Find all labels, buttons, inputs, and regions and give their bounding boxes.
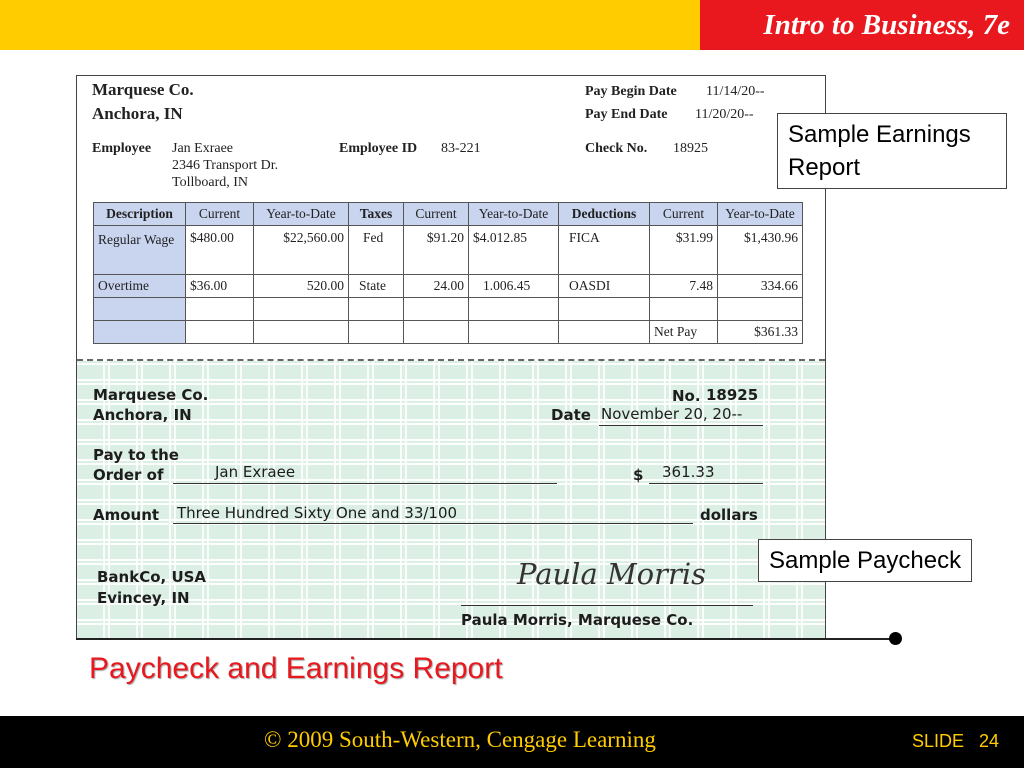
table-cell: $31.99 xyxy=(650,226,718,275)
signature-line xyxy=(461,605,753,606)
pay-begin-label: Pay Begin Date xyxy=(585,84,677,99)
employee-address1: 2346 Transport Dr. xyxy=(172,158,279,173)
table-cell xyxy=(650,298,718,321)
slide-number: 24 xyxy=(979,731,1000,751)
signature: Paula Morris xyxy=(517,557,706,591)
slide-indicator xyxy=(912,731,999,752)
dollars-label: dollars xyxy=(700,506,758,524)
payee-line xyxy=(173,483,557,484)
header-bar xyxy=(0,0,1024,50)
table-cell: 1.006.45 xyxy=(469,275,559,298)
date-label: Date xyxy=(551,406,591,424)
column-header: Current xyxy=(404,203,469,226)
table-cell xyxy=(186,321,254,344)
column-header: Year-to-Date xyxy=(718,203,803,226)
paycheck-callout: Sample Paycheck xyxy=(758,539,972,582)
pay-end-label: Pay End Date xyxy=(585,107,668,122)
date-line xyxy=(599,425,763,426)
table-cell xyxy=(254,298,349,321)
amount-words: Three Hundred Sixty One and 33/100 xyxy=(177,504,458,522)
table-cell xyxy=(469,298,559,321)
course-title: Intro to Business, 7e xyxy=(763,9,1010,41)
table-cell: $36.00 xyxy=(186,275,254,298)
column-header: Current xyxy=(650,203,718,226)
table-cell xyxy=(718,298,803,321)
employee-label: Employee xyxy=(92,141,152,156)
paycheck xyxy=(77,361,825,639)
table-cell: Overtime xyxy=(94,275,186,298)
earnings-report xyxy=(77,76,825,359)
table-cell xyxy=(469,321,559,344)
check-company: Marquese Co. xyxy=(93,386,209,404)
table-cell: Fed xyxy=(349,226,404,275)
copyright-text: © 2009 South-Western, Cengage Learning xyxy=(264,727,656,752)
check-no-label: No. xyxy=(672,387,701,405)
slide-title: Paycheck and Earnings Report xyxy=(89,652,503,685)
table-cell: 7.48 xyxy=(650,275,718,298)
table-cell: $4.012.85 xyxy=(469,226,559,275)
table-cell xyxy=(349,298,404,321)
table-cell xyxy=(349,321,404,344)
table-cell xyxy=(94,298,186,321)
table-cell xyxy=(94,321,186,344)
divider-line xyxy=(76,638,896,640)
table-row xyxy=(94,321,803,344)
column-header: Year-to-Date xyxy=(254,203,349,226)
table-cell xyxy=(559,321,650,344)
employee-id-value: 83-221 xyxy=(441,141,481,156)
table-cell: $22,560.00 xyxy=(254,226,349,275)
column-header: Taxes xyxy=(349,203,404,226)
column-header: Deductions xyxy=(559,203,650,226)
course-title-box xyxy=(700,0,1024,50)
net-pay-label: Net Pay xyxy=(650,321,718,344)
table-cell: $480.00 xyxy=(186,226,254,275)
pay-to-label: Pay to the xyxy=(93,446,179,464)
report-location: Anchora, IN xyxy=(92,104,183,123)
table-cell: $91.20 xyxy=(404,226,469,275)
table-cell: OASDI xyxy=(559,275,650,298)
table-cell xyxy=(254,321,349,344)
employee-address2: Tollboard, IN xyxy=(172,175,249,190)
employee-name: Jan Exraee xyxy=(172,141,234,156)
amount-label: Amount xyxy=(93,506,160,524)
table-row xyxy=(94,226,803,275)
column-header: Current xyxy=(186,203,254,226)
employee-id-label: Employee ID xyxy=(339,141,418,156)
table-cell xyxy=(404,298,469,321)
table-header-row xyxy=(94,203,803,226)
paycheck-document xyxy=(76,75,826,640)
table-cell: 520.00 xyxy=(254,275,349,298)
table-cell xyxy=(559,298,650,321)
bank-location: Evincey, IN xyxy=(97,589,190,607)
dollar-sign: $ xyxy=(633,466,644,484)
order-of-label: Order of xyxy=(93,466,164,484)
table-cell: $1,430.96 xyxy=(718,226,803,275)
earnings-report-callout: Sample Earnings Report xyxy=(777,113,1007,189)
table-cell: 24.00 xyxy=(404,275,469,298)
slide-label: SLIDE xyxy=(912,731,965,751)
table-cell: State xyxy=(349,275,404,298)
check-no-value: 18925 xyxy=(673,141,708,156)
footer-bar xyxy=(0,716,1024,768)
report-company: Marquese Co. xyxy=(92,80,194,99)
check-location: Anchora, IN xyxy=(93,406,192,424)
payee-name: Jan Exraee xyxy=(215,463,296,481)
amount-numeric: 361.33 xyxy=(662,463,715,481)
amount-line xyxy=(649,483,763,484)
bank-name: BankCo, USA xyxy=(97,568,207,586)
table-row xyxy=(94,298,803,321)
net-pay-value: $361.33 xyxy=(718,321,803,344)
earnings-table xyxy=(93,202,803,344)
signer-name: Paula Morris, Marquese Co. xyxy=(461,611,694,629)
pay-end-value: 11/20/20-- xyxy=(695,107,754,122)
amount-words-line xyxy=(173,523,693,524)
table-cell: FICA xyxy=(559,226,650,275)
table-row xyxy=(94,275,803,298)
table-cell: 334.66 xyxy=(718,275,803,298)
table-cell xyxy=(186,298,254,321)
table-cell: Regular Wage xyxy=(94,226,186,275)
pay-begin-value: 11/14/20-- xyxy=(706,84,765,99)
column-header: Year-to-Date xyxy=(469,203,559,226)
check-no-label: Check No. xyxy=(585,141,648,156)
column-header: Description xyxy=(94,203,186,226)
bullet-dot xyxy=(889,632,902,645)
table-cell xyxy=(404,321,469,344)
date-value: November 20, 20-- xyxy=(601,405,743,423)
check-no-value: 18925 xyxy=(706,386,759,404)
